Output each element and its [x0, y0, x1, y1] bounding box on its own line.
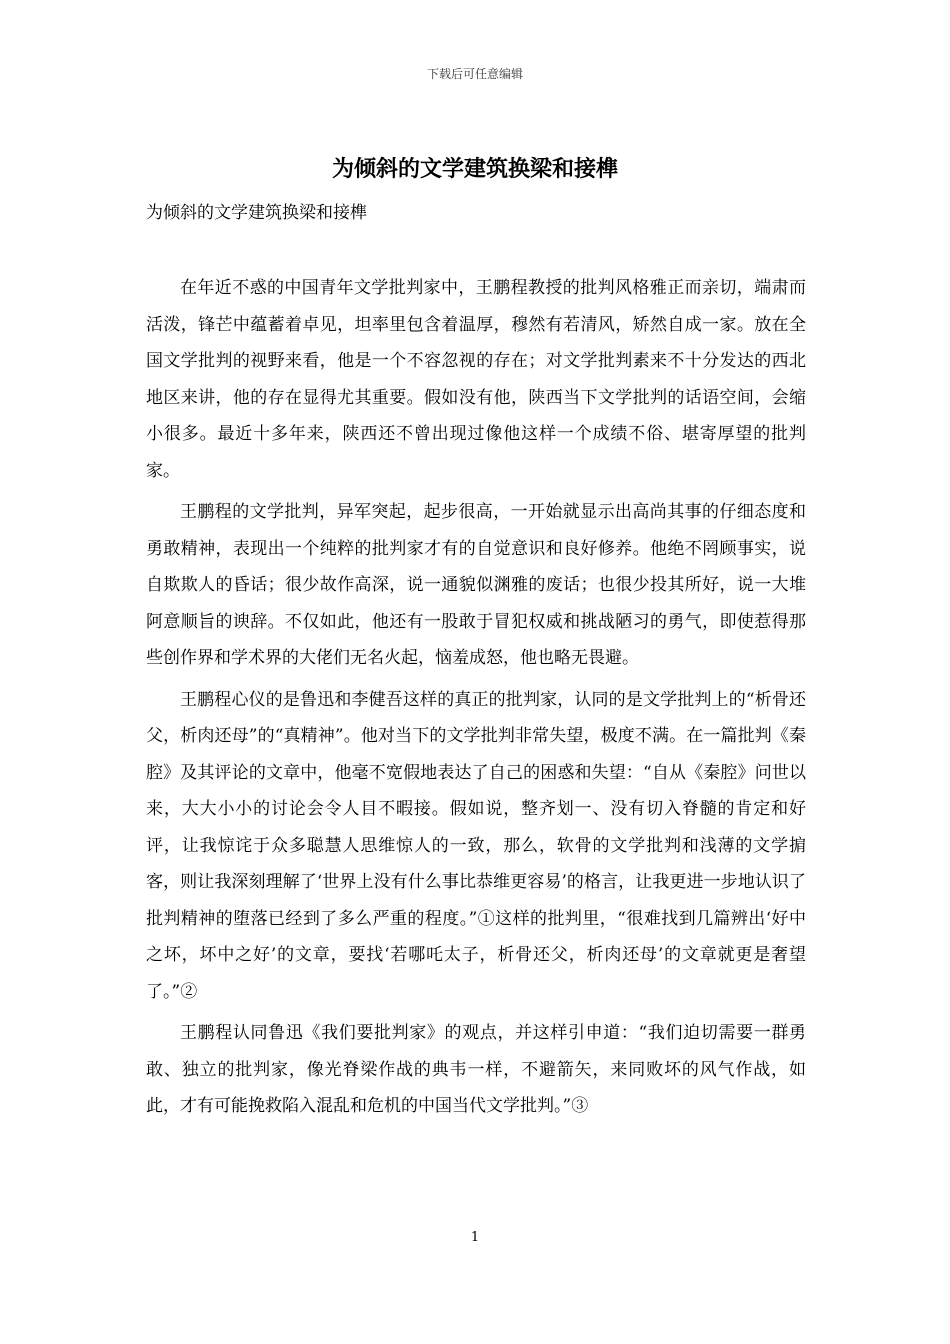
- document-title: 为倾斜的文学建筑换梁和接榫: [331, 156, 618, 182]
- body-paragraph: 在年近不惑的中国青年文学批判家中，王鹏程教授的批判风格雅正而亲切，端肃而活泼，锋芒中蕴蓄着卓见，坦率里包含着温厚，穆然有若清风，矫然自成一家。放在全国文学批判的视野来看，他是一个不容忽视的存在；对文学批判素来不十分发达的西北地区来讲，他的存在显得尤其重要。假如没有他，陕西当下文学批判的话语空间，会缩小很多。最近十多年来，陕西还不曾出现过像他这样一个成绩不俗、堪寄厚望的批判家。: [146, 278, 806, 481]
- page-number: 1: [470, 1230, 480, 1245]
- body-paragraph: 王鹏程认同鲁迅《我们要批判家》的观点，并这样引申道：“我们迫切需要一群勇敢、独立的批判家，像光脊梁作战的典韦一样，不避箭矢，来同败坏的风气作战，如此，才有可能挽救陷入混乱和危机的中国当代文学批判。”③: [146, 1023, 806, 1116]
- document-body: [146, 270, 806, 1130]
- document-subtitle: 为倾斜的文学建筑换梁和接榫: [146, 203, 367, 223]
- body-paragraph: 王鹏程心仪的是鲁迅和李健吾这样的真正的批判家，认同的是文学批判上的“析骨还父，析肉还母”的“真精神”。他对当下的文学批判非常失望，极度不满。在一篇批判《秦腔》及其评论的文章中，他毫不宽假地表达了自己的困惑和失望：“自从《秦腔》问世以来，大大小小的讨论会令人目不暇接。假如说，整齐划一、没有切入脊髓的肯定和好评，让我惊诧于众多聪慧人思维惊人的一致，那么，软骨的文学批判和浅薄的文学掮客，则让我深刻理解了‘世界上没有什么事比恭维更容易’的格言，让我更进一步地认识了批判精神的堕落已经到了多么严重的程度。”①这样的批判里，“很难找到几篇辨出‘好中之坏，坏中之好’的文章，要找‘若哪吒太子，析骨还父，析肉还母’的文章就更是奢望了。”②: [146, 689, 806, 1002]
- body-paragraph: 王鹏程的文学批判，异军突起，起步很高，一开始就显示出高尚其事的仔细态度和勇敢精神，表现出一个纯粹的批判家才有的自觉意识和良好修养。他绝不罔顾事实，说自欺欺人的昏话；很少故作高深，说一通貌似渊雅的废话；也很少投其所好，说一大堆阿意顺旨的谀辞。不仅如此，他还有一股敢于冒犯权威和挑战陋习的勇气，即使惹得那些创作界和学术界的大佬们无名火起，恼羞成怒，他也略无畏避。: [146, 502, 806, 668]
- page-header: 下载后可任意编辑: [426, 67, 523, 81]
